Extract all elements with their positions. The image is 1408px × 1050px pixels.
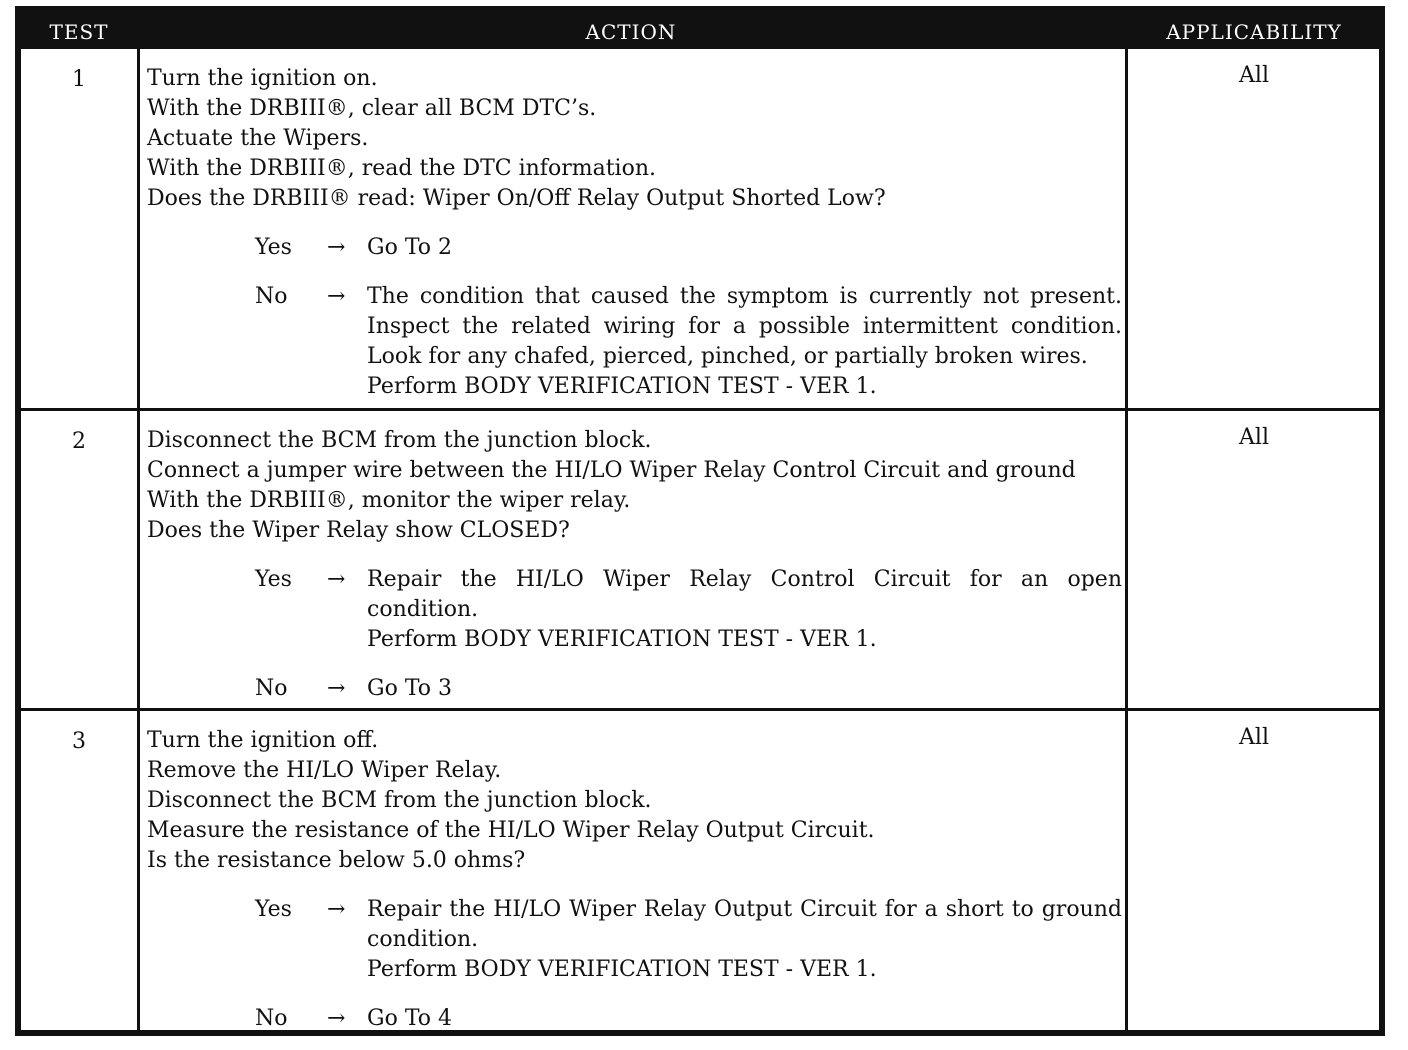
table-row — [21, 711, 1379, 1030]
yes-result: Repair the HI/LO Wiper Relay Output Circuit for a short to ground condition. — [367, 897, 1122, 952]
arrow-icon: → — [327, 567, 346, 592]
yes-branch — [147, 565, 1122, 655]
arrow-icon: → — [327, 897, 346, 922]
yes-result: Repair the HI/LO Wiper Relay Control Circuit for an open condition. — [367, 567, 1122, 622]
no-label: No — [255, 676, 288, 701]
step: Disconnect the BCM from the junction block. — [147, 428, 652, 453]
header-test: TEST — [49, 20, 109, 44]
header-action: ACTION — [585, 20, 677, 44]
test-number: 1 — [72, 67, 86, 92]
no-result: The condition that caused the symptom is currently not present. Inspect the related wiring for a possible intermittent condition. Look for any chafed, pierced, pinched, or partially broken wires. — [367, 284, 1122, 369]
step: Connect a jumper wire between the HI/LO Wiper Relay Control Circuit and ground — [147, 458, 1076, 483]
no-branch — [147, 282, 1122, 402]
table-row — [21, 49, 1379, 408]
step: Turn the ignition off. — [147, 728, 379, 753]
step: With the DRBIII®, monitor the wiper relay. — [147, 488, 631, 513]
action-cell — [147, 64, 1122, 402]
step: Remove the HI/LO Wiper Relay. — [147, 758, 502, 783]
no-branch — [147, 674, 1122, 704]
no-label: No — [255, 1006, 288, 1031]
test-number: 2 — [72, 429, 86, 454]
step: Measure the resistance of the HI/LO Wiper Relay Output Circuit. — [147, 818, 875, 843]
test-number: 3 — [72, 729, 86, 754]
yes-label: Yes — [255, 235, 292, 260]
yes-result-verify: Perform BODY VERIFICATION TEST - VER 1. — [367, 957, 877, 982]
step: Is the resistance below 5.0 ohms? — [147, 848, 526, 873]
no-result: Go To 4 — [367, 1006, 453, 1031]
arrow-icon: → — [327, 676, 346, 701]
step: Disconnect the BCM from the junction block. — [147, 788, 652, 813]
applicability: All — [1239, 425, 1269, 450]
step: Turn the ignition on. — [147, 66, 378, 91]
diagnostic-test-table — [15, 6, 1385, 1036]
no-label: No — [255, 284, 288, 309]
step: Does the DRBIII® read: Wiper On/Off Relay Output Shorted Low? — [147, 186, 886, 211]
step: Does the Wiper Relay show CLOSED? — [147, 518, 570, 543]
arrow-icon: → — [327, 284, 346, 309]
yes-label: Yes — [255, 897, 292, 922]
yes-result-verify: Perform BODY VERIFICATION TEST - VER 1. — [367, 627, 877, 652]
arrow-icon: → — [327, 235, 346, 260]
yes-result: Go To 2 — [367, 235, 453, 260]
applicability: All — [1239, 63, 1269, 88]
arrow-icon: → — [327, 1006, 346, 1031]
yes-label: Yes — [255, 567, 292, 592]
yes-branch — [147, 233, 1122, 263]
step: With the DRBIII®, read the DTC information. — [147, 156, 656, 181]
step: Actuate the Wipers. — [147, 126, 369, 151]
no-result: Go To 3 — [367, 676, 453, 701]
action-cell — [147, 426, 1122, 704]
no-branch — [147, 1004, 1122, 1034]
no-result-verify: Perform BODY VERIFICATION TEST - VER 1. — [367, 374, 877, 399]
table-header — [21, 12, 1379, 49]
yes-branch — [147, 895, 1122, 985]
table-row — [21, 411, 1379, 708]
applicability: All — [1239, 725, 1269, 750]
header-applicability: APPLICABILITY — [1166, 20, 1342, 44]
step: With the DRBIII®, clear all BCM DTC’s. — [147, 96, 597, 121]
action-cell — [147, 726, 1122, 1034]
